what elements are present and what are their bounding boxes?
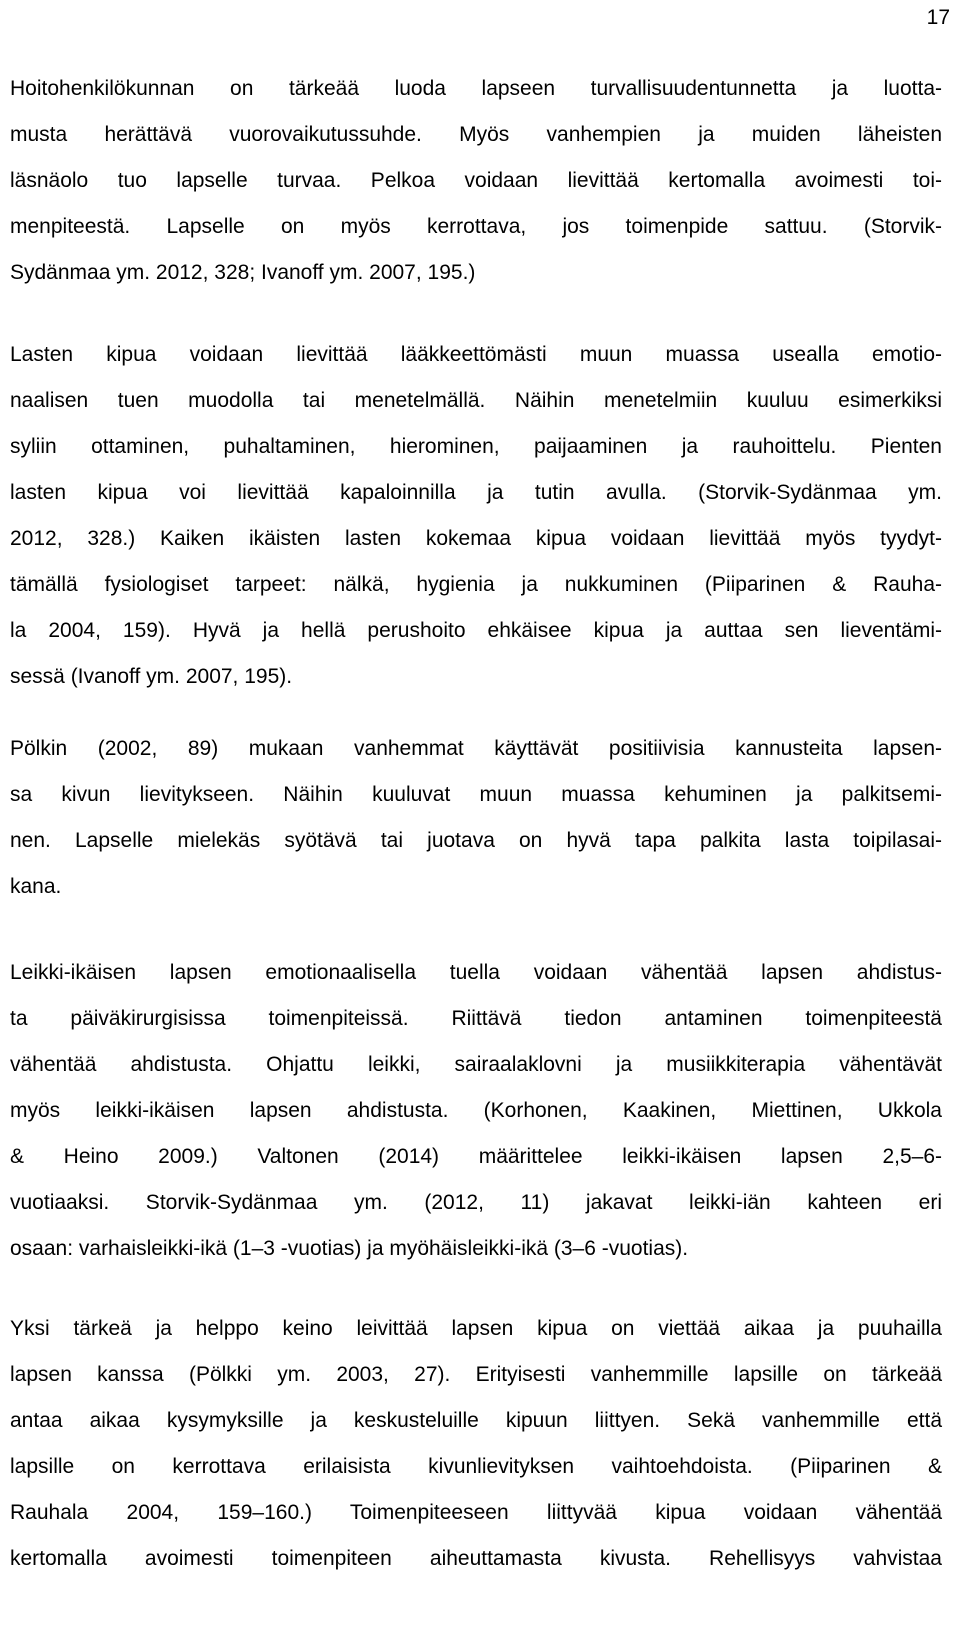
text-line: vuotiaaksi. Storvik-Sydänmaa ym. (2012, 11) jakavat leikki-iän kahteen eri xyxy=(10,1191,942,1214)
text-line: tämällä fysiologiset tarpeet: nälkä, hygienia ja nukkuminen (Piiparinen & Rauha- xyxy=(10,573,942,596)
text-line: ta päiväkirurgisissa toimenpiteissä. Riittävä tiedon antaminen toimenpiteestä xyxy=(10,1007,942,1030)
text-line: Yksi tärkeä ja helppo keino leivittää lapsen kipua on viettää aikaa ja puuhailla xyxy=(10,1317,942,1340)
text-line: nen. Lapselle mielekäs syötävä tai juotava on hyvä tapa palkita lasta toipilasai- xyxy=(10,829,942,852)
page-number: 17 xyxy=(926,6,950,29)
text-line: vähentää ahdistusta. Ohjattu leikki, sairaalaklovni ja musiikkiterapia vähentävät xyxy=(10,1053,942,1076)
paragraph-3 xyxy=(10,726,942,910)
text-line: kana. xyxy=(10,875,62,898)
text-line: osaan: varhaisleikki-ikä (1–3 -vuotias) ja myöhäisleikki-ikä (3–6 -vuotias). xyxy=(10,1237,689,1260)
text-line: Hoitohenkilökunnan on tärkeää luoda lapseen turvallisuudentunnetta ja luotta- xyxy=(10,77,942,100)
text-line: sessä (Ivanoff ym. 2007, 195). xyxy=(10,665,293,688)
paragraph-1 xyxy=(10,66,942,296)
text-line: musta herättävä vuorovaikutussuhde. Myös vanhempien ja muiden läheisten xyxy=(10,123,942,146)
paragraph-2 xyxy=(10,332,942,700)
text-line: myös leikki-ikäisen lapsen ahdistusta. (Korhonen, Kaakinen, Miettinen, Ukkola xyxy=(10,1099,942,1122)
text-line: lapsen kanssa (Pölkki ym. 2003, 27). Erityisesti vanhemmille lapsille on tärkeää xyxy=(10,1363,942,1386)
text-line: la 2004, 159). Hyvä ja hellä perushoito ehkäisee kipua ja auttaa sen lieventämi- xyxy=(10,619,942,642)
text-line: Pölkin (2002, 89) mukaan vanhemmat käyttävät positiivisia kannusteita lapsen- xyxy=(10,737,942,760)
paragraph-5 xyxy=(10,1306,942,1582)
text-line: Leikki-ikäisen lapsen emotionaalisella tuella voidaan vähentää lapsen ahdistus- xyxy=(10,961,942,984)
text-line: sa kivun lievitykseen. Näihin kuuluvat muun muassa kehuminen ja palkitsemi- xyxy=(10,783,942,806)
text-line: naalisen tuen muodolla tai menetelmällä. Näihin menetelmiin kuuluu esimerkiksi xyxy=(10,389,942,412)
text-line: lapsille on kerrottava erilaisista kivunlievityksen vaihtoehdoista. (Piiparinen & xyxy=(10,1455,942,1478)
text-line: Rauhala 2004, 159–160.) Toimenpiteeseen liittyvää kipua voidaan vähentää xyxy=(10,1501,942,1524)
text-line: 2012, 328.) Kaiken ikäisten lasten kokemaa kipua voidaan lievittää myös tyydyt- xyxy=(10,527,942,550)
paragraph-4 xyxy=(10,950,942,1272)
text-line: Lasten kipua voidaan lievittää lääkkeettömästi muun muassa usealla emotio- xyxy=(10,343,942,366)
text-line: lasten kipua voi lievittää kapaloinnilla ja tutin avulla. (Storvik-Sydänmaa ym. xyxy=(10,481,942,504)
text-line: läsnäolo tuo lapselle turvaa. Pelkoa voidaan lievittää kertomalla avoimesti toi- xyxy=(10,169,942,192)
text-line: kertomalla avoimesti toimenpiteen aiheuttamasta kivusta. Rehellisyys vahvistaa xyxy=(10,1547,942,1570)
text-line: menpiteestä. Lapselle on myös kerrottava, jos toimenpide sattuu. (Storvik- xyxy=(10,215,942,238)
text-line: syliin ottaminen, puhaltaminen, hierominen, paijaaminen ja rauhoittelu. Pienten xyxy=(10,435,942,458)
text-line: antaa aikaa kysymyksille ja keskusteluille kipuun liittyen. Sekä vanhemmille että xyxy=(10,1409,942,1432)
text-line: Sydänmaa ym. 2012, 328; Ivanoff ym. 2007, 195.) xyxy=(10,261,476,284)
text-line: & Heino 2009.) Valtonen (2014) määrittelee leikki-ikäisen lapsen 2,5–6- xyxy=(10,1145,942,1168)
